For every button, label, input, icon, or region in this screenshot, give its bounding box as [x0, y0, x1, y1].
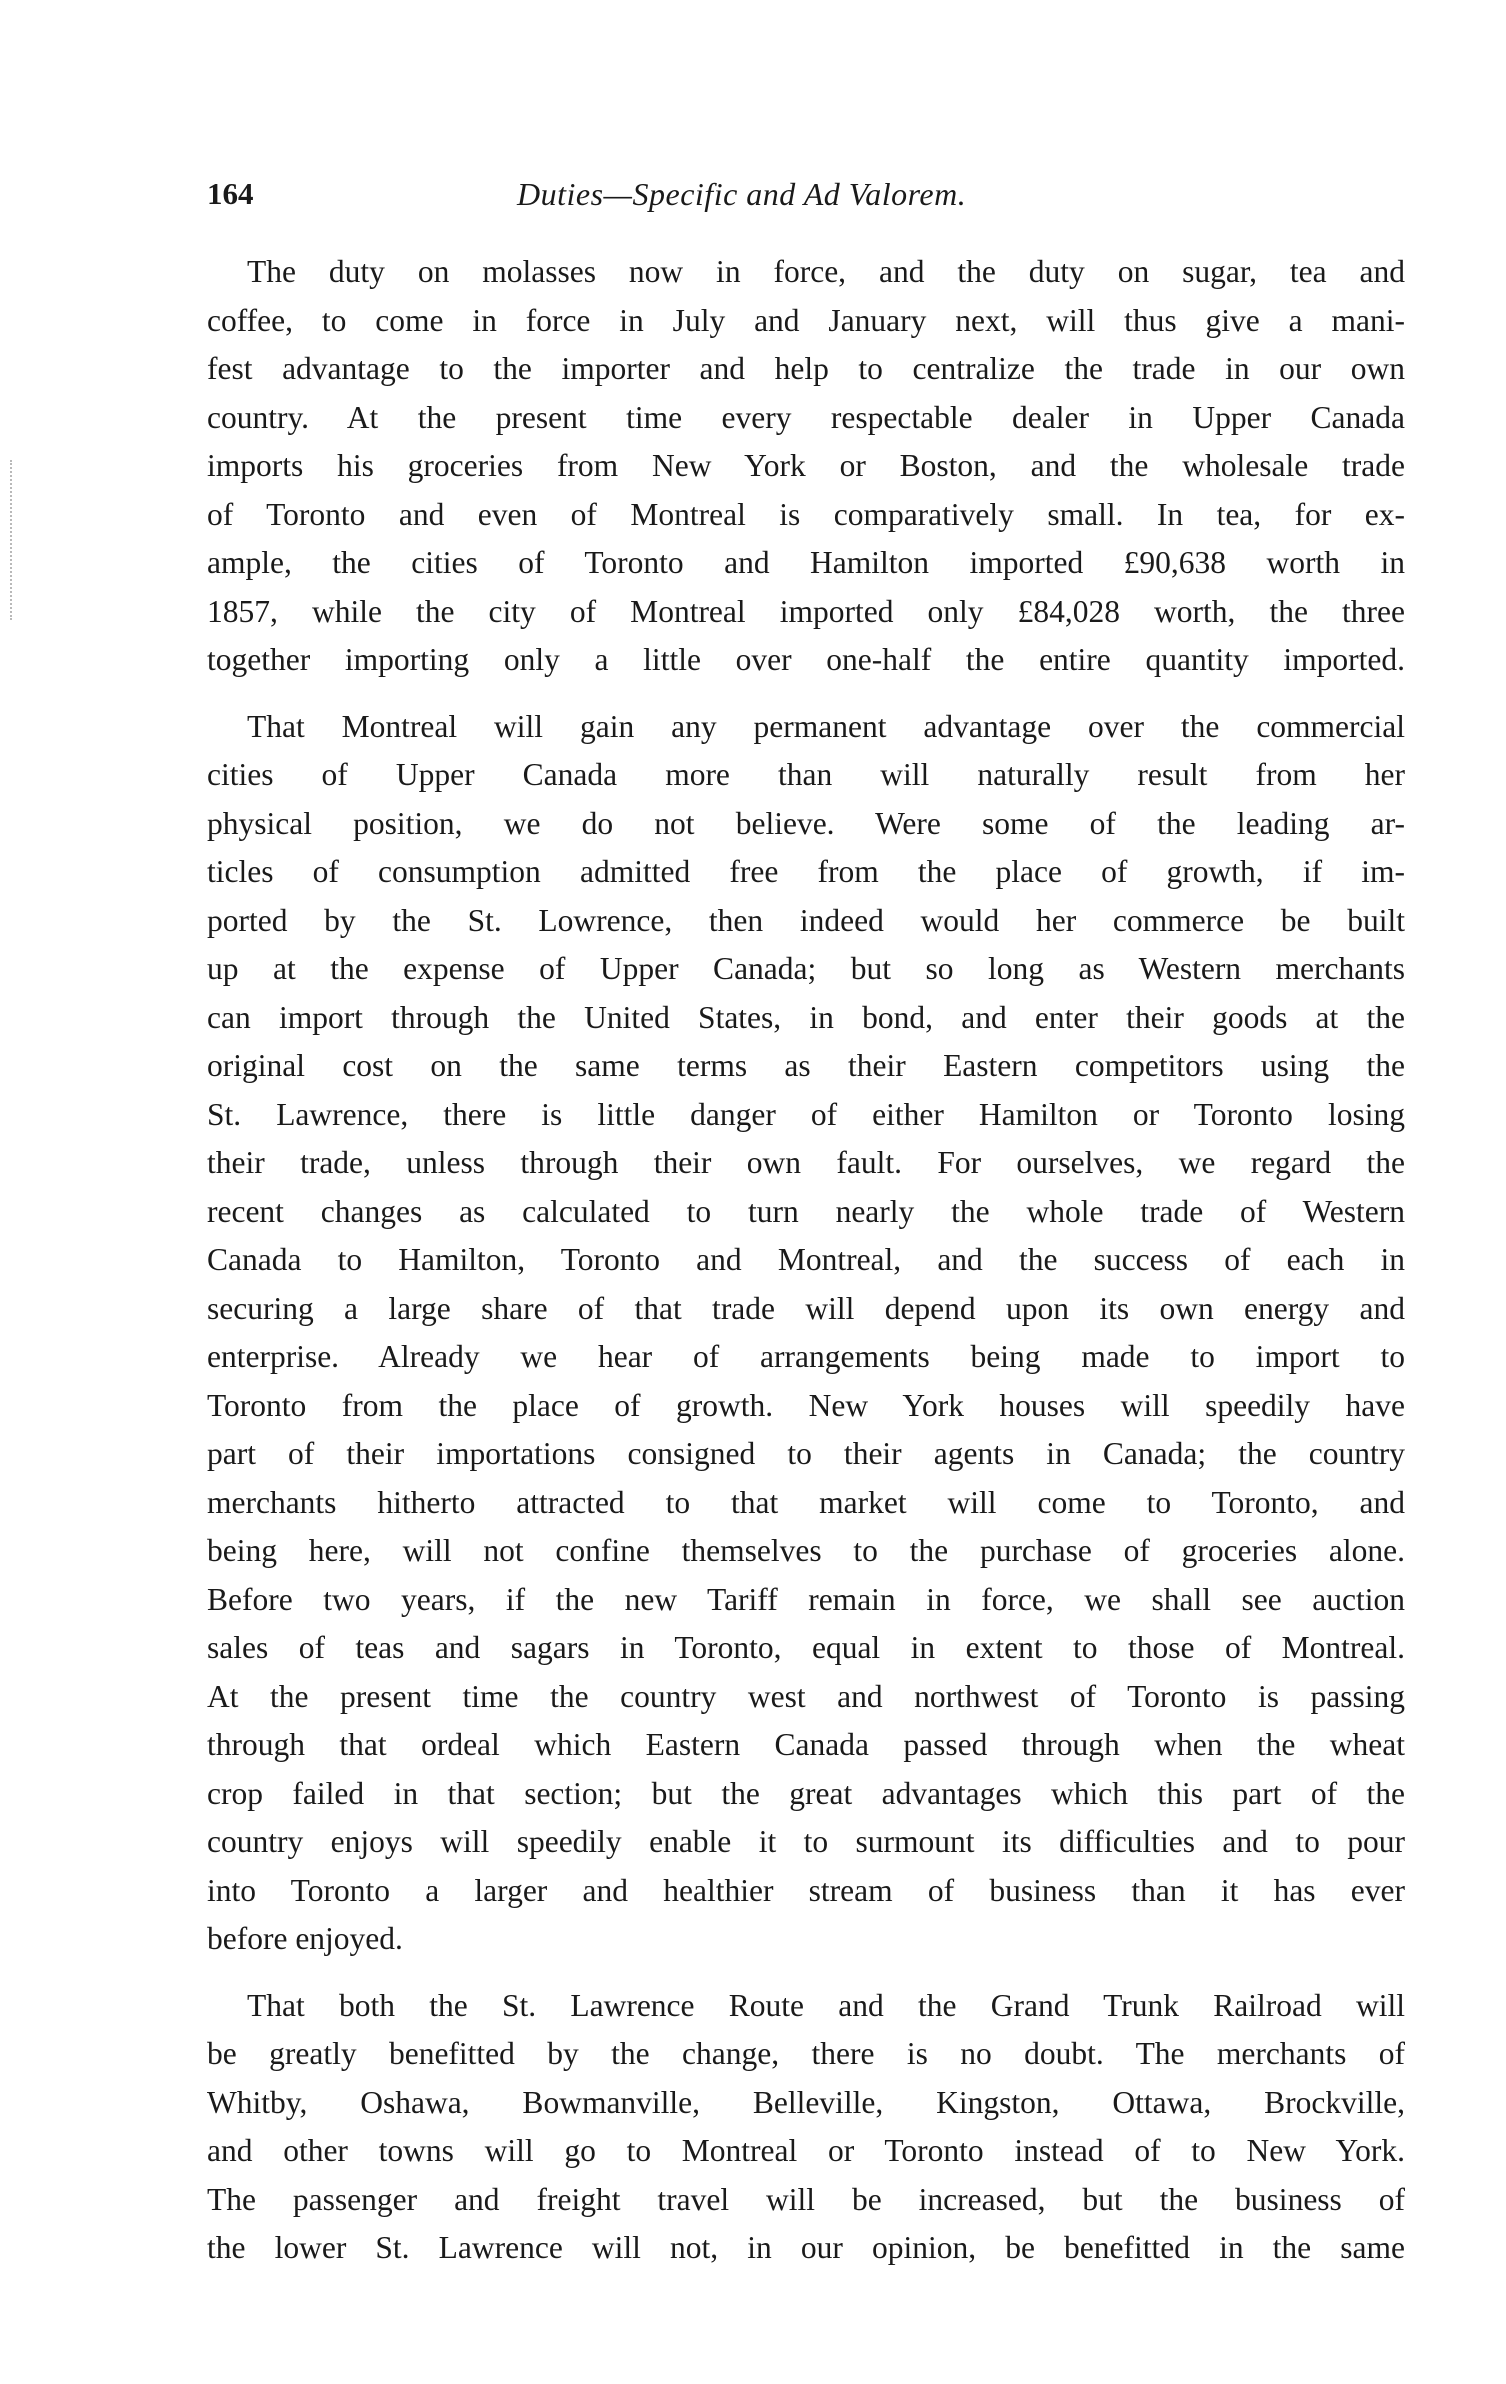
text-line: imports his groceries from New York or Boston, and the wholesale trade	[207, 448, 1405, 483]
text-line: The duty on molasses now in force, and the duty on sugar, tea and	[247, 254, 1405, 289]
text-line: 1857, while the city of Montreal imported only £84,028 worth, the three	[207, 593, 1405, 629]
text-line: the lower St. Lawrence will not, in our opinion, be benefitted in the same	[207, 2230, 1405, 2265]
text-line: part of their importations consigned to their agents in Canada; the country	[207, 1436, 1405, 1471]
text-line: together importing only a little over one-half the entire quantity imported.	[207, 642, 1405, 677]
paragraph	[207, 703, 1405, 1964]
body-text	[207, 248, 1405, 2291]
text-line: Canada to Hamilton, Toronto and Montreal, and the success of each in	[207, 1242, 1405, 1277]
text-line: original cost on the same terms as their Eastern competitors using the	[207, 1048, 1405, 1083]
text-line: merchants hitherto attracted to that market will come to Toronto, and	[207, 1484, 1405, 1520]
text-line: physical position, we do not believe. Were some of the leading ar-	[207, 805, 1405, 841]
text-line: their trade, unless through their own fault. For ourselves, we regard the	[207, 1145, 1405, 1180]
text-line: being here, will not confine themselves to the purchase of groceries alone.	[207, 1533, 1405, 1568]
text-line: through that ordeal which Eastern Canada passed through when the wheat	[207, 1727, 1405, 1762]
text-line: The passenger and freight travel will be increased, but the business of	[207, 2181, 1405, 2217]
paragraph	[207, 1982, 1405, 2273]
text-line: Before two years, if the new Tariff remain in force, we shall see auction	[207, 1581, 1405, 1617]
text-line: cities of Upper Canada more than will naturally result from her	[207, 757, 1405, 792]
paragraph	[207, 248, 1405, 685]
text-line: securing a large share of that trade will depend upon its own energy and	[207, 1290, 1405, 1326]
page-header	[207, 176, 1407, 226]
text-line: enterprise. Already we hear of arrangements being made to import to	[207, 1339, 1405, 1374]
text-line: up at the expense of Upper Canada; but so long as Western merchants	[207, 951, 1405, 986]
text-line: into Toronto a larger and healthier stream of business than it has ever	[207, 1872, 1405, 1908]
text-line: Toronto from the place of growth. New York houses will speedily have	[207, 1387, 1405, 1423]
text-line: and other towns will go to Montreal or Toronto instead of to New York.	[207, 2133, 1405, 2168]
text-line: recent changes as calculated to turn nearly the whole trade of Western	[207, 1193, 1405, 1229]
text-line: ported by the St. Lowrence, then indeed would her commerce be built	[207, 902, 1405, 938]
text-line: coffee, to come in force in July and January next, will thus give a mani-	[207, 302, 1405, 338]
text-line: fest advantage to the importer and help to centralize the trade in our own	[207, 351, 1405, 386]
text-line: country. At the present time every respectable dealer in Upper Canada	[207, 399, 1405, 435]
margin-mark	[10, 460, 16, 620]
text-line: At the present time the country west and northwest of Toronto is passing	[207, 1678, 1405, 1714]
page-number: 164	[207, 176, 254, 211]
text-line: crop failed in that section; but the great advantages which this part of the	[207, 1775, 1405, 1811]
text-line: ticles of consumption admitted free from the place of growth, if im-	[207, 854, 1405, 889]
text-line: ample, the cities of Toronto and Hamilton imported £90,638 worth in	[207, 545, 1405, 580]
text-line: That Montreal will gain any permanent advantage over the commercial	[247, 708, 1405, 744]
text-line: can import through the United States, in bond, and enter their goods at the	[207, 999, 1405, 1035]
text-line: St. Lawrence, there is little danger of either Hamilton or Toronto losing	[207, 1096, 1405, 1132]
text-line: before enjoyed.	[207, 1921, 403, 1956]
text-line: sales of teas and sagars in Toronto, equal in extent to those of Montreal.	[207, 1630, 1405, 1665]
text-line: Whitby, Oshawa, Bowmanville, Belleville, Kingston, Ottawa, Brockville,	[207, 2084, 1405, 2120]
running-title: Duties—Specific and Ad Valorem.	[517, 176, 967, 212]
text-line: of Toronto and even of Montreal is comparatively small. In tea, for ex-	[207, 496, 1405, 532]
text-line: That both the St. Lawrence Route and the Grand Trunk Railroad will	[247, 1987, 1405, 2023]
text-line: country enjoys will speedily enable it to surmount its difficulties and to pour	[207, 1824, 1405, 1859]
text-line: be greatly benefitted by the change, there is no doubt. The merchants of	[207, 2036, 1405, 2071]
